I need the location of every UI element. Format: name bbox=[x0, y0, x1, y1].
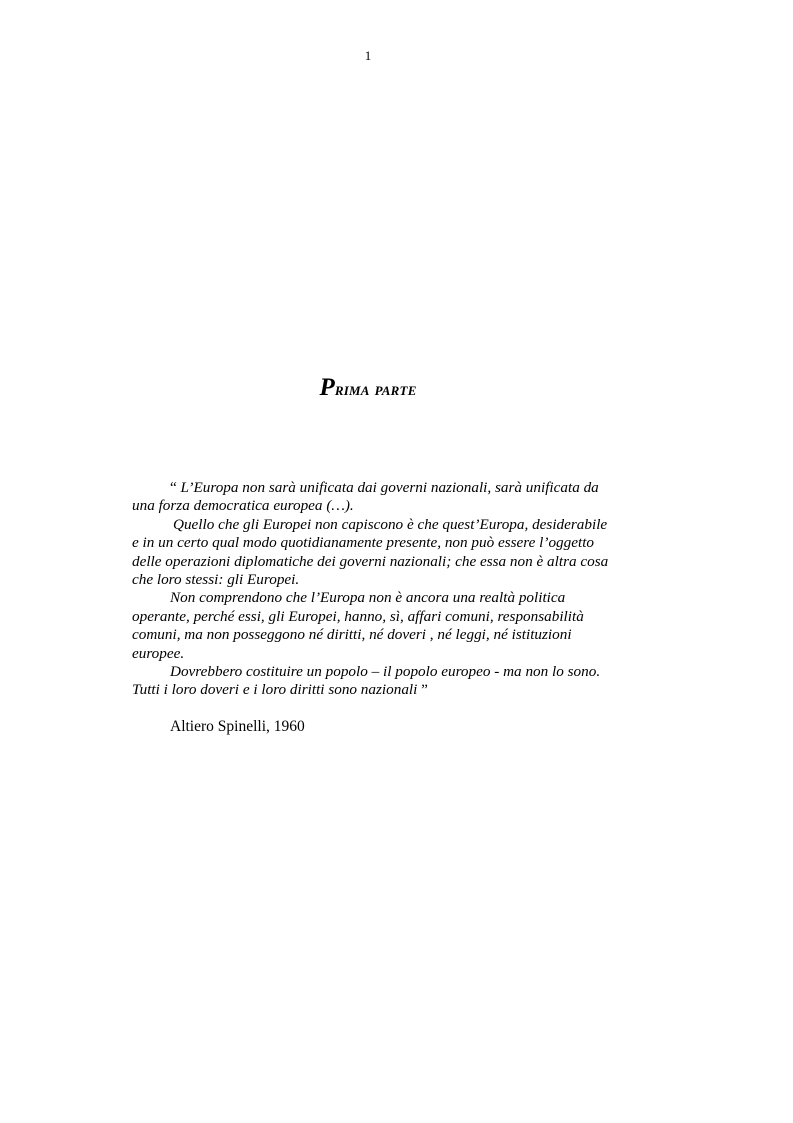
quote-paragraph bbox=[132, 516, 612, 590]
quote-paragraph-text: Dovrebbero costituire un popolo – il popolo europeo - ma non lo sono. Tutti i loro doveri e i loro diritti sono nazionali bbox=[132, 663, 601, 699]
part-title-initial: P bbox=[319, 374, 335, 401]
quote-paragraph bbox=[132, 589, 612, 663]
quote-paragraph-text: L’Europa non sarà unificata dai governi nazionali, sarà unificata da una forza democratica europea (…). bbox=[132, 479, 599, 515]
page-number: 1 bbox=[364, 48, 372, 63]
spinelli-quote bbox=[132, 479, 612, 700]
quote-open-mark: “ bbox=[170, 479, 181, 496]
part-title-rest: rima parte bbox=[334, 379, 417, 400]
quote-paragraph-text: Quello che gli Europei non capiscono è che quest’Europa, desiderabile e in un certo qual modo quotidianamente presente, non può essere l’oggetto delle operazioni diplomatiche dei governi nazionali; che essa non è altra cosa che loro stessi: gli Europei. bbox=[132, 515, 609, 589]
quote-paragraph-text: Non comprendono che l’Europa non è ancora una realtà politica operante, perché essi, gli Europei, hanno, sì, affari comuni, responsabilità comuni, ma non posseggono né diritti, né doveri , né leggi, né istituzioni europee. bbox=[132, 589, 584, 662]
quote-paragraph bbox=[132, 663, 612, 700]
part-title bbox=[0, 374, 736, 402]
quote-close-mark: ” bbox=[417, 681, 428, 699]
quote-attribution: Altiero Spinelli, 1960 bbox=[170, 718, 305, 735]
quote-paragraph bbox=[132, 479, 612, 516]
